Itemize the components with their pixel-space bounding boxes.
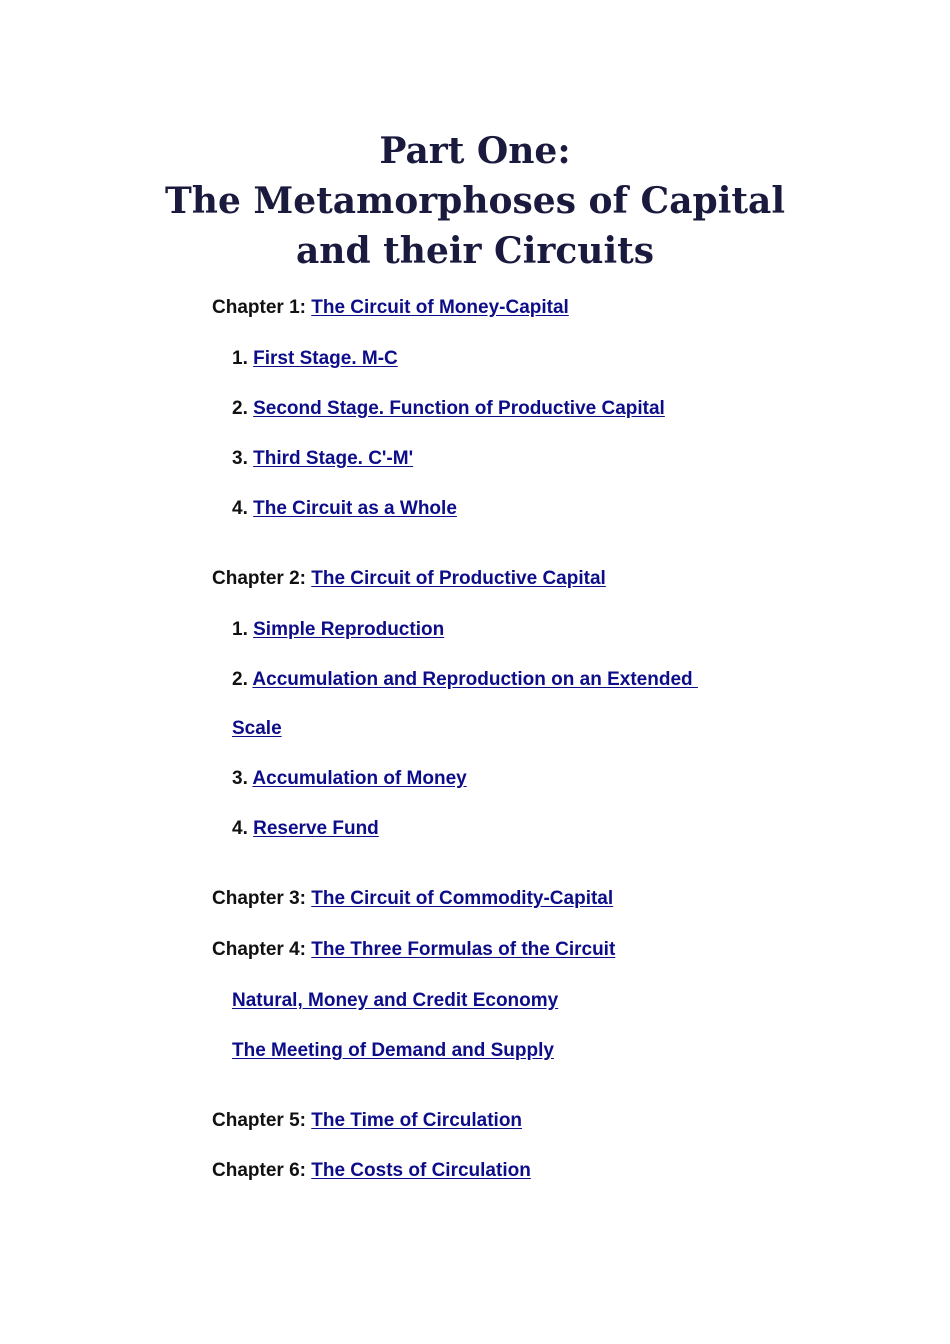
toc-chapter-4 [212, 938, 615, 962]
link-costs-of-circulation[interactable]: The Costs of Circulation [311, 1160, 531, 1181]
chapter-label: Chapter 4: [212, 939, 312, 960]
toc-ch4-subsection-a [232, 989, 558, 1013]
toc-ch2-section-3 [232, 767, 467, 791]
toc-chapter-2 [212, 567, 606, 591]
link-natural-money-credit[interactable]: Natural, Money and Credit Economy [232, 990, 559, 1011]
toc-chapter-3 [212, 887, 613, 911]
title-line-3: and their Circuits [295, 230, 655, 272]
toc-ch1-section-2 [232, 397, 665, 421]
title-line-1: Part One: [379, 130, 571, 172]
link-three-formulas[interactable]: The Three Formulas of the Circuit [311, 939, 616, 960]
page-title [0, 126, 950, 276]
link-circuit-of-productive-capital[interactable]: The Circuit of Productive Capital [311, 568, 606, 589]
chapter-label: Chapter 6: [212, 1160, 312, 1181]
toc-ch2-section-2-cont [232, 717, 282, 741]
section-number: 3. [232, 768, 253, 789]
section-number: 4. [232, 818, 254, 839]
section-number: 4. [232, 498, 254, 519]
link-second-stage[interactable]: Second Stage. Function of Productive Capital [253, 398, 665, 419]
link-accumulation-extended-scale-cont[interactable]: Scale [232, 718, 282, 739]
section-number: 3. [232, 448, 254, 469]
section-number: 1. [232, 348, 254, 369]
link-circuit-of-money-capital[interactable]: The Circuit of Money-Capital [311, 297, 569, 318]
link-circuit-of-commodity-capital[interactable]: The Circuit of Commodity-Capital [311, 888, 614, 909]
toc-ch1-section-3 [232, 447, 413, 471]
link-accumulation-extended-scale[interactable]: Accumulation and Reproduction on an Extended [252, 669, 698, 690]
link-circuit-as-whole[interactable]: The Circuit as a Whole [253, 498, 457, 519]
section-number: 2. [232, 669, 253, 690]
link-third-stage[interactable]: Third Stage. C'-M' [253, 448, 414, 469]
link-simple-reproduction[interactable]: Simple Reproduction [253, 619, 445, 640]
link-time-of-circulation[interactable]: The Time of Circulation [311, 1110, 523, 1131]
link-first-stage[interactable]: First Stage. M-C [253, 348, 398, 369]
link-meeting-demand-supply[interactable]: The Meeting of Demand and Supply [232, 1040, 554, 1061]
toc-ch2-section-1 [232, 618, 444, 642]
chapter-label: Chapter 3: [212, 888, 312, 909]
toc-chapter-5 [212, 1109, 522, 1133]
link-accumulation-of-money[interactable]: Accumulation of Money [252, 768, 467, 789]
toc-ch1-section-4 [232, 497, 457, 521]
toc-chapter-6 [212, 1159, 531, 1183]
toc-ch2-section-2 [232, 668, 698, 692]
toc-chapter-1 [212, 296, 569, 320]
section-number: 1. [232, 619, 254, 640]
title-line-2: The Metamorphoses of Capital [165, 180, 785, 222]
toc-ch4-subsection-b [232, 1039, 554, 1063]
chapter-label: Chapter 5: [212, 1110, 312, 1131]
chapter-label: Chapter 1: [212, 297, 312, 318]
link-reserve-fund[interactable]: Reserve Fund [253, 818, 379, 839]
toc-ch1-section-1 [232, 347, 398, 371]
toc-ch2-section-4 [232, 817, 379, 841]
section-number: 2. [232, 398, 254, 419]
chapter-label: Chapter 2: [212, 568, 312, 589]
